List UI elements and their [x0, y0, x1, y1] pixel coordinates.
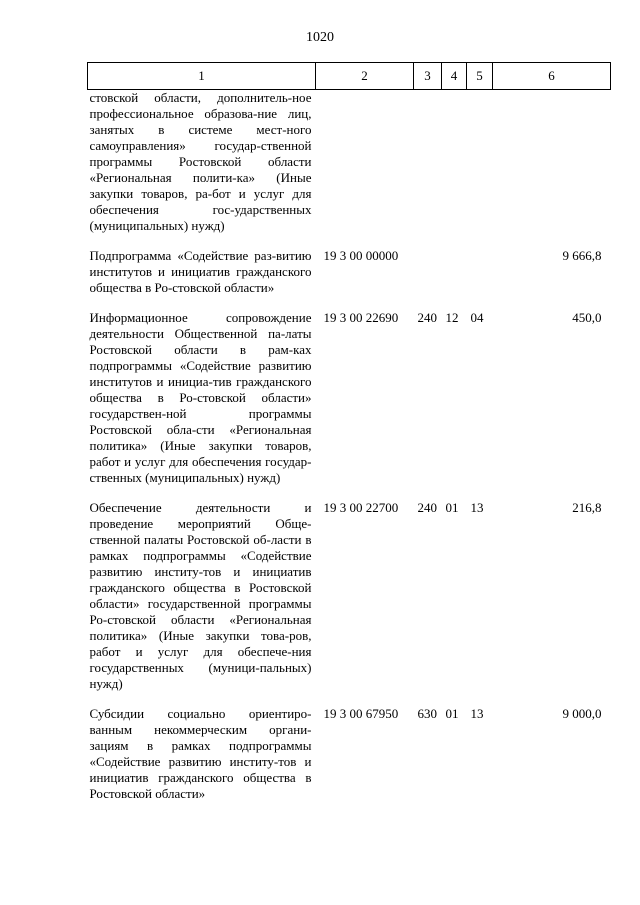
- budget-table: [87, 62, 611, 816]
- header-col-2: 2: [316, 63, 414, 90]
- row-name: стовской области, дополнитель-ное профессиональное образова-ние лиц, занятых в системе мест-ного самоуправления» государ-ственной программы Ростовской области «Региональная полити-ка» (Иные закупки товаров, ра-бот и услуг для обеспечения гос-ударственных (муниципальных) нужд): [89, 90, 312, 233]
- table-row: [88, 706, 611, 816]
- row-code: 19 3 00 22700: [323, 500, 399, 515]
- row-amount: 216,8: [572, 500, 602, 515]
- table-row: [88, 90, 611, 249]
- header-col-4: 4: [442, 63, 467, 90]
- row-vr: 240: [417, 500, 437, 515]
- header-row: [88, 63, 611, 90]
- row-vr: [414, 248, 442, 310]
- row-pr: 13: [470, 706, 484, 721]
- row-vr: 240: [417, 310, 437, 325]
- row-amount: 450,0: [572, 310, 602, 325]
- row-code: 19 3 00 00000: [323, 248, 399, 263]
- table-row: [88, 248, 611, 310]
- table-row: [88, 500, 611, 706]
- row-name: Субсидии социально ориентиро-ванным некоммерческим органи-зациям в рамках подпрограммы «Содействие развитию институ-тов и инициатив гражданского общества в Ростовской области»: [89, 706, 312, 801]
- row-rz: 01: [445, 706, 459, 721]
- row-pr: [467, 90, 493, 249]
- header-col-6: 6: [493, 63, 611, 90]
- row-rz: 01: [445, 500, 459, 515]
- header-col-1: 1: [88, 63, 316, 90]
- row-rz: [442, 90, 467, 249]
- row-pr: 13: [470, 500, 484, 515]
- row-vr: [414, 90, 442, 249]
- row-name: Информационное сопровождение деятельности Общественной па-латы Ростовской области в рам-ках подпрограммы «Содействие развитию институтов и инициа-тив гражданского общества в Ро-стовской области» государствен-ной программы Ростовской обла-сти «Региональная политика» (Иные закупки товаров, работ и услуг для обеспечения государ-ственных (муниципальных) нужд): [89, 310, 312, 485]
- row-amount: 9 000,0: [562, 706, 602, 721]
- row-rz: [442, 248, 467, 310]
- row-amount: [493, 90, 611, 249]
- row-pr: 04: [470, 310, 484, 325]
- row-name: Обеспечение деятельности и проведение мероприятий Обще-ственной палаты Ростовской об-ласти в рамках подпрограммы «Содействие развитию институ-тов и инициатив гражданского общества в Ростовской области» государственной программы Ро-стовской области «Региональная политика» (Иные закупки това-ров, работ и услуг для обеспече-ния государственных (муници-пальных) нужд): [89, 500, 312, 691]
- header-col-3: 3: [414, 63, 442, 90]
- row-name: Подпрограмма «Содействие раз-витию институтов и инициатив гражданского общества в Ро-стовской области»: [89, 248, 312, 295]
- row-rz: 12: [445, 310, 459, 325]
- row-pr: [467, 248, 493, 310]
- row-code: [316, 90, 414, 249]
- table-row: [88, 310, 611, 500]
- row-code: 19 3 00 22690: [323, 310, 399, 325]
- header-col-5: 5: [467, 63, 493, 90]
- row-amount: 9 666,8: [562, 248, 602, 263]
- row-vr: 630: [417, 706, 437, 721]
- page-number: 1020: [306, 30, 334, 45]
- row-code: 19 3 00 67950: [323, 706, 399, 721]
